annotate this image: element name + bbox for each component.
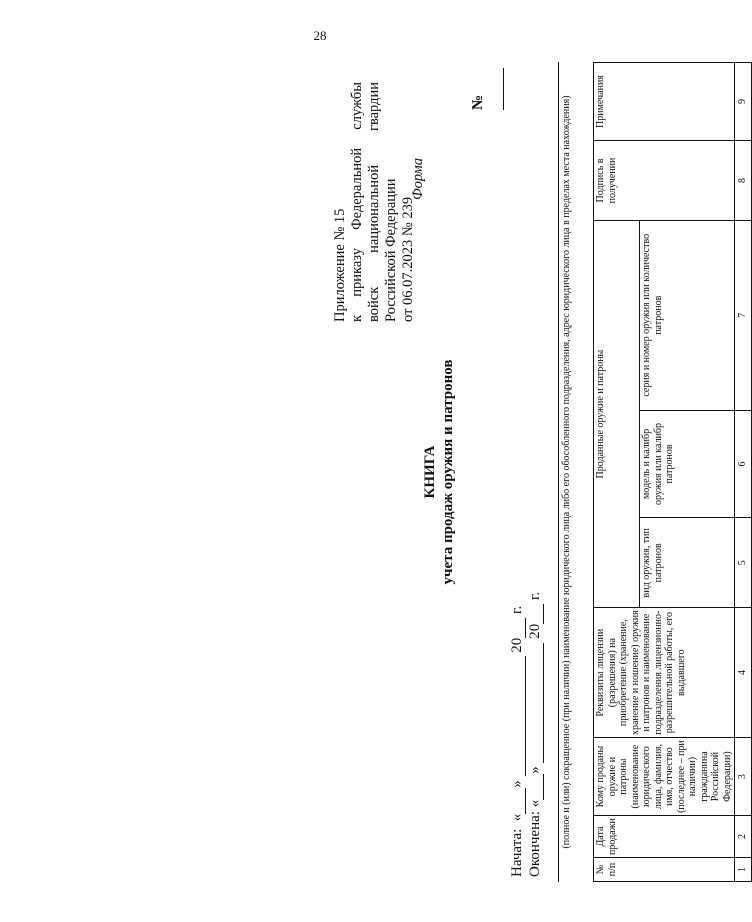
header-sold: Проданные оружие и патроны — [594, 220, 640, 607]
form-label: Форма — [410, 158, 426, 200]
end-year-blank — [529, 604, 544, 624]
end-month-blank — [529, 643, 544, 763]
appendix-line-2: к приказу Федеральной службы — [349, 82, 365, 322]
col-num: 9 — [735, 63, 752, 141]
sales-table — [593, 62, 752, 882]
appendix-line-5: от 06.07.2023 № 239 — [400, 196, 416, 322]
col-num: 3 — [735, 738, 752, 816]
book-number: № — [470, 62, 504, 110]
header-model: модель и калибр оружия или калибр патронов — [640, 410, 735, 518]
col-num: 4 — [735, 608, 752, 738]
organization-caption: (полное и (или) сокращенное (при наличии) наименование юридического лица либо его обособленного подразделения, адрес юридического лица в пределах места нахождения) — [561, 95, 572, 849]
col-num: 7 — [735, 220, 752, 410]
header-date: Дата продажи — [594, 816, 735, 858]
organization-name-line — [558, 62, 559, 882]
appendix-line-1: Приложение № 15 — [332, 208, 348, 322]
appendix-line-3: войск национальной гвардии — [366, 82, 382, 322]
header-no: № п/п — [594, 858, 735, 882]
header-buyer: Кому проданы оружие и патроны (наименование юридического лица, фамилия, имя, отчество (последнее – при наличии) гражданина Российской Федерации) — [594, 738, 735, 816]
table-number-row — [735, 63, 752, 882]
col-num: 5 — [735, 518, 752, 608]
start-day-blank — [511, 788, 526, 814]
col-num: 1 — [735, 858, 752, 882]
start-month-blank — [511, 656, 526, 776]
header-notes: Примечания — [594, 63, 735, 141]
end-date-line: Окончена: «» 20 г. — [527, 591, 543, 877]
document-subtitle: учета продаж оружия и патронов — [440, 359, 456, 585]
appendix-block — [332, 82, 417, 322]
table-header-row-1 — [594, 63, 640, 882]
start-date-line: Начата: «» 20 г. — [509, 605, 525, 877]
header-kind: вид оружия, тип патронов — [640, 518, 735, 608]
col-num: 6 — [735, 410, 752, 518]
header-series: серия и номер оружия или количество патронов — [640, 220, 735, 410]
header-license: Реквизиты лицензии (разрешения) на приобретение (хранение, хранение и ношение) оружия и патронов и наименование подразделения лицензионно-разрешительной работы, его выдавшего — [594, 608, 735, 738]
start-year-blank — [511, 618, 526, 638]
col-num: 2 — [735, 816, 752, 858]
date-block — [508, 592, 544, 877]
col-num: 8 — [735, 141, 752, 221]
appendix-line-4: Российской Федерации — [383, 178, 399, 322]
header-signature: Подпись в получении — [594, 141, 735, 221]
book-number-blank — [489, 68, 504, 110]
document-title: КНИГА — [422, 445, 438, 499]
page-number: 28 — [313, 28, 327, 43]
end-day-blank — [529, 774, 544, 800]
rotated-form-sheet — [310, 62, 749, 882]
